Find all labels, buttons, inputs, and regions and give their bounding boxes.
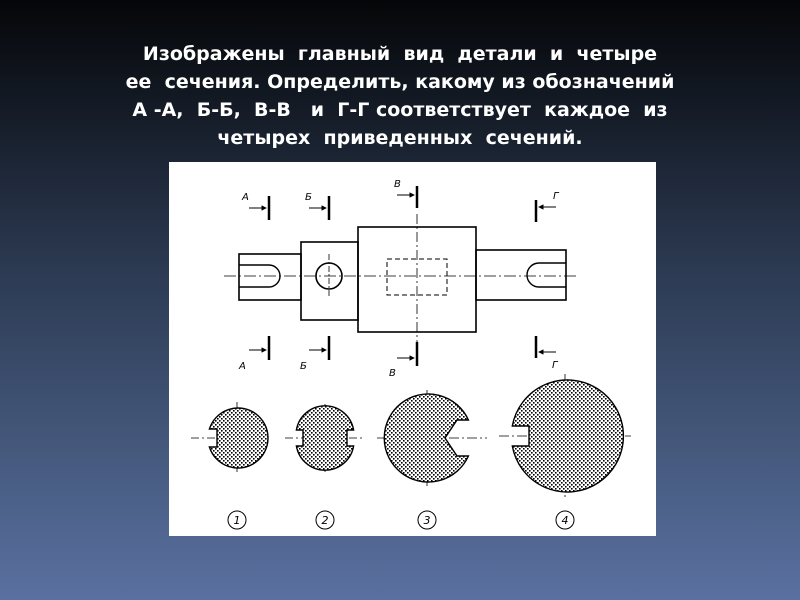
section-number-4: 4 bbox=[561, 514, 569, 527]
label-v-bottom: В bbox=[389, 368, 396, 379]
section-4 bbox=[499, 374, 631, 500]
label-g-top: Г bbox=[553, 191, 559, 202]
title-line-1: Изображены главный вид детали и четыре bbox=[142, 43, 658, 65]
section-number-2: 2 bbox=[321, 514, 329, 527]
collar bbox=[301, 242, 358, 320]
main-view bbox=[224, 214, 579, 342]
label-a-top: А bbox=[242, 192, 249, 203]
right-slot bbox=[527, 263, 566, 287]
label-b-bottom: Б bbox=[300, 361, 307, 372]
section-3 bbox=[377, 390, 487, 486]
section-number-labels bbox=[228, 511, 574, 529]
title-line-2: ее сечения. Определить, какому из обозначений bbox=[125, 71, 675, 93]
central-block bbox=[358, 227, 476, 332]
label-b-top: Б bbox=[305, 192, 312, 203]
section-markers-bottom bbox=[238, 336, 559, 379]
slide-title bbox=[60, 40, 740, 152]
section-1 bbox=[191, 402, 271, 472]
label-g-bottom: Г bbox=[552, 360, 558, 371]
label-v-top: В bbox=[394, 179, 401, 190]
section-number-1: 1 bbox=[233, 514, 241, 527]
title-line-4: четырех приведенных сечений. bbox=[217, 127, 583, 149]
left-shaft bbox=[239, 254, 301, 300]
section-2 bbox=[285, 404, 365, 472]
technical-drawing bbox=[169, 162, 656, 536]
technical-drawing-panel bbox=[169, 162, 656, 536]
title-line-3: А -А, Б-Б, В-В и Г-Г соответствует каждое из bbox=[132, 99, 668, 121]
label-a-bottom: А bbox=[239, 361, 246, 372]
section-markers-top bbox=[241, 179, 560, 222]
section-number-3: 3 bbox=[423, 514, 431, 527]
right-shaft bbox=[476, 250, 566, 300]
